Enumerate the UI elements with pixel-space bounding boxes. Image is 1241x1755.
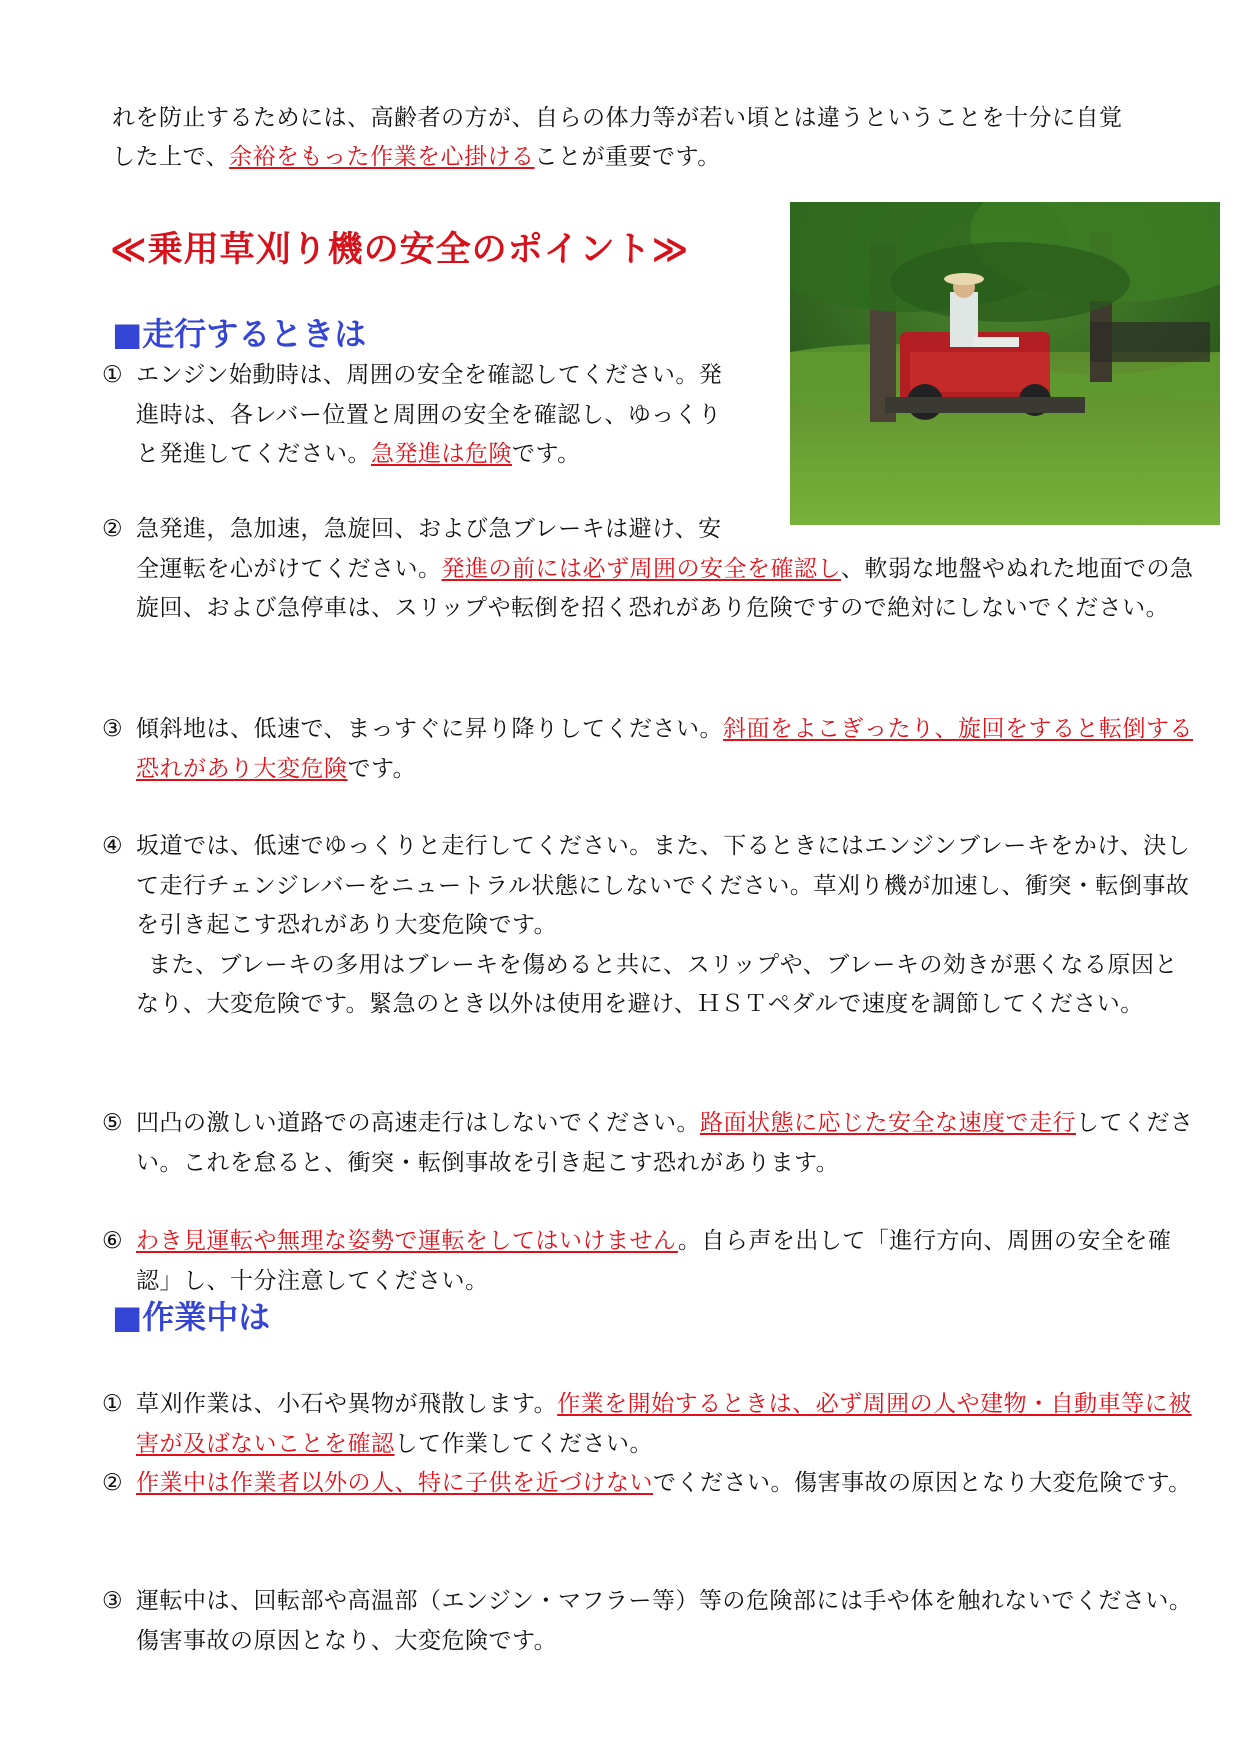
mower-image — [790, 202, 1220, 525]
item-number: ① — [102, 362, 124, 388]
riding-mower-photo — [790, 202, 1220, 525]
item-number: ② — [102, 516, 124, 542]
section-heading-driving: ■走行するときは — [112, 315, 367, 353]
working-item-3: ③ 運転中は、回転部や高温部（エンジン・マフラー等）等の危険部には手や体を触れないでください。傷害事故の原因となり、大変危険です。 — [102, 1582, 1196, 1661]
driving-item-5-emphasis: 路面状態に応じた安全な速度で走行 — [700, 1110, 1076, 1136]
intro-line-1: れを防止するためには、高齢者の方が、自らの体力等が若い頃とは違うということを十分に自覚 — [112, 105, 1123, 131]
intro-paragraph — [112, 99, 1182, 177]
driving-item-2: ② 急発進，急加速，急旋回、および急ブレーキは避け、安 全運転を心がけてください。発進の前には必ず周囲の安全を確認し、軟弱な地盤やぬれた地面での急旋回、および急停車は、スリップや転倒を招く恐れがあり危険ですので絶対にしないでください。 — [102, 510, 1196, 629]
driving-item-6: ⑥ わき見運転や無理な姿勢で運転をしてはいけません。自ら声を出して「進行方向、周囲の安全を確認」し、十分注意してください。 — [102, 1222, 1196, 1301]
intro-line-2-post: ことが重要です。 — [534, 144, 721, 170]
driving-item-5: ⑤ 凹凸の激しい道路での高速走行はしないでください。路面状態に応じた安全な速度で走行してください。これを怠ると、衝突・転倒事故を引き起こす恐れがあります。 — [102, 1104, 1196, 1183]
driving-item-2-emphasis: 発進の前には必ず周囲の安全を確認し — [441, 555, 841, 582]
working-item-1: ① 草刈作業は、小石や異物が飛散します。作業を開始するときは、必ず周囲の人や建物・自動車等に被害が及ばないことを確認して作業してください。 — [102, 1385, 1196, 1464]
intro-emphasis: 余裕をもった作業を心掛ける — [229, 144, 535, 170]
item-number: ④ — [102, 833, 124, 859]
item-number: ⑤ — [102, 1110, 124, 1136]
working-item-2-emphasis: 作業中は作業者以外の人、特に子供を近づけない — [136, 1470, 653, 1496]
page-title: ≪乗用草刈り機の安全のポイント≫ — [110, 230, 690, 270]
driving-item-3: ③ 傾斜地は、低速で、まっすぐに昇り降りしてください。斜面をよこぎったり、旋回をすると転倒する恐れがあり大変危険です。 — [102, 710, 1196, 789]
driving-item-1: ① エンジン始動時は、周囲の安全を確認してください。発 進時は、各レバー位置と周囲の安全を確認し、ゆっくり と発進してください。急発進は危険です。 — [102, 356, 806, 475]
driving-item-4: ④ 坂道では、低速でゆっくりと走行してください。また、下るときにはエンジンブレーキをかけ、決して走行チェンジレバーをニュートラル状態にしないでください。草刈り機が加速し、衝突・転倒事故を引き起こす恐れがあり大変危険です。 また、ブレーキの多用はブレーキを傷めると共に、スリップや、ブレーキの効きが悪くなる原因となり、大変危険です。緊急のとき以外は使用を避け、ＨＳＴペダルで速度を調節してください。 — [102, 827, 1196, 1025]
working-item-1-emphasis: 作業を開始するときは、必ず周囲の人や建物・自動車等に被害が及ばないことを確認 — [136, 1391, 1192, 1457]
working-item-2: ② 作業中は作業者以外の人、特に子供を近づけないでください。傷害事故の原因となり大変危険です。 — [102, 1464, 1196, 1504]
section-heading-working: ■作業中は — [112, 1298, 271, 1336]
item-number: ⑥ — [102, 1228, 124, 1254]
item-number: ① — [102, 1391, 124, 1417]
intro-line-2-pre: した上で、 — [112, 144, 230, 170]
driving-item-1-emphasis: 急発進は危険 — [371, 441, 512, 467]
item-number: ③ — [102, 716, 124, 742]
item-number: ② — [102, 1470, 124, 1496]
item-number: ③ — [102, 1588, 124, 1614]
driving-item-3-emphasis: 斜面をよこぎったり、旋回をすると転倒する恐れがあり大変危険 — [136, 716, 1194, 782]
driving-item-6-emphasis: わき見運転や無理な姿勢で運転をしてはいけません — [136, 1228, 678, 1254]
